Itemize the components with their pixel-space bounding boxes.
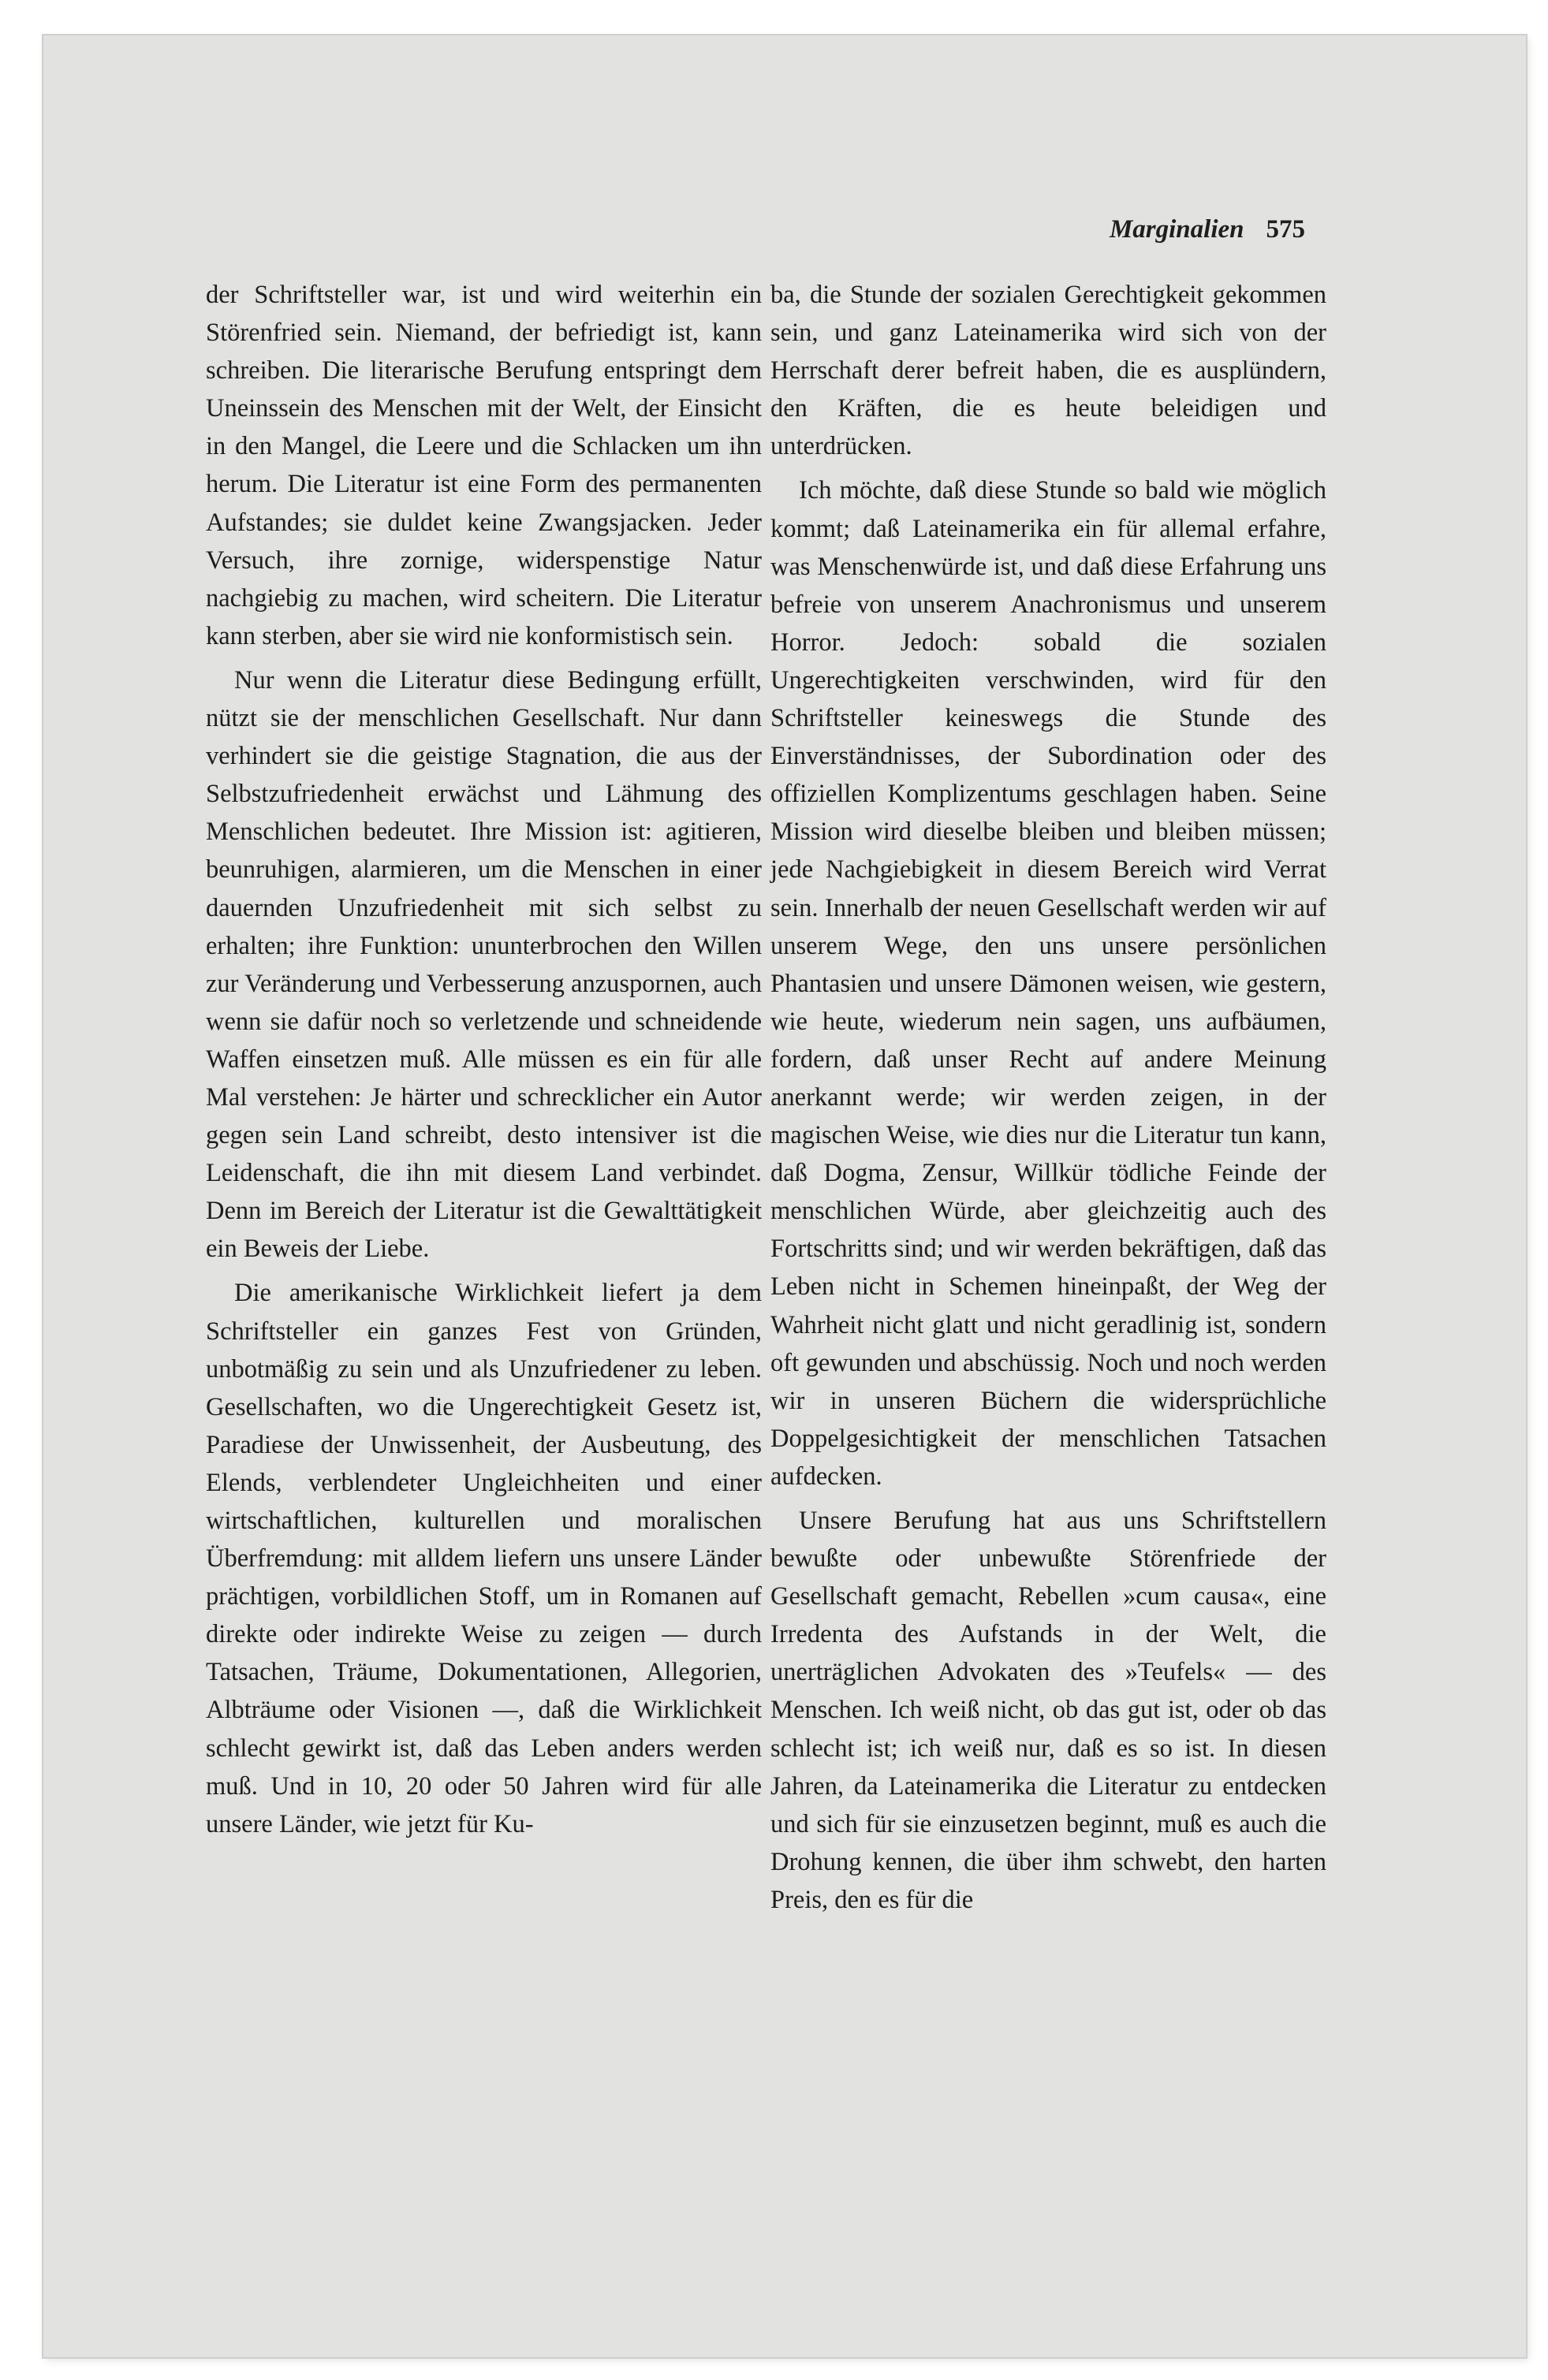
left-text-column: [206, 276, 762, 1849]
running-title: Marginalien: [1109, 215, 1244, 244]
page-header: [43, 215, 1305, 244]
page-number: 575: [1266, 215, 1305, 244]
paragraph: Unsere Berufung hat aus uns Schriftstellern bewußte oder unbewußte Störenfriede der Gesellschaft gemacht, Rebellen »cum causa«, eine Irredenta des Aufstands in der Welt, die unerträglichen Advokaten des »Teufels« — des Menschen. Ich weiß nicht, ob das gut ist, oder ob das schlecht ist; ich weiß nur, daß es so ist. In diesen Jahren, da Lateinamerika die Literatur zu entdecken und sich für sie einzusetzen beginnt, muß es auch die Drohung kennen, die über ihm schwebt, den harten Preis, den es für die: [770, 1507, 1326, 1914]
book-page: [43, 35, 1526, 2357]
paragraph: der Schriftsteller war, ist und wird weiterhin ein Störenfried sein. Niemand, der befriedigt ist, kann schreiben. Die literarische Berufung entspringt dem Uneinssein des Menschen mit der Welt, der Einsicht in den Mangel, die Leere und die Schlacken um ihn herum. Die Literatur ist eine Form des permanenten Aufstandes; sie duldet keine Zwangsjacken. Jeder Versuch, ihre zornige, widerspenstige Natur nachgiebig zu machen, wird scheitern. Die Literatur kann sterben, aber sie wird nie konformistisch sein.: [206, 281, 762, 650]
paragraph: Nur wenn die Literatur diese Bedingung erfüllt, nützt sie der menschlichen Gesellschaft. Nur dann verhindert sie die geistige Stagnation, die aus der Selbstzufriedenheit erwächst und Lähmung des Menschlichen bedeutet. Ihre Mission ist: agitieren, beunruhigen, alarmieren, um die Menschen in einer dauernden Unzufriedenheit mit sich selbst zu erhalten; ihre Funktion: ununterbrochen den Willen zur Veränderung und Verbesserung anzuspornen, auch wenn sie dafür noch so verletzende und schneidende Waffen einsetzen muß. Alle müssen es ein für alle Mal verstehen: Je härter und schrecklicher ein Autor gegen sein Land schreibt, desto intensiver ist die Leidenschaft, die ihn mit diesem Land verbindet. Denn im Bereich der Literatur ist die Gewalttätigkeit ein Beweis der Liebe.: [206, 665, 762, 1264]
right-text-column: [770, 276, 1326, 1925]
paragraph: Ich möchte, daß diese Stunde so bald wie möglich kommt; daß Lateinamerika ein für allemal erfahre, was Menschenwürde ist, und daß diese Erfahrung uns befreie von unserem Anachronismus und unserem Horror. Jedoch: sobald die sozialen Ungerechtigkeiten verschwinden, wird für den Schriftsteller keineswegs die Stunde des Einverständnisses, der Subordination oder des offiziellen Komplizentums geschlagen haben. Seine Mission wird dieselbe bleiben und bleiben müssen; jede Nachgiebigkeit in diesem Bereich wird Verrat sein. Innerhalb der neuen Gesellschaft werden wir auf unserem Wege, den uns unsere persönlichen Phantasien und unsere Dämonen weisen, wie gestern, wie heute, wiederum nein sagen, uns aufbäumen, fordern, daß unser Recht auf andere Meinung anerkannt werde; wir werden zeigen, in der magischen Weise, wie dies nur die Literatur tun kann, daß Dogma, Zensur, Willkür tödliche Feinde der menschlichen Würde, aber gleichzeitig auch des Fortschritts sind; und wir werden bekräftigen, daß das Leben nicht in Schemen hineinpaßt, der Weg der Wahrheit nicht glatt und nicht geradlinig ist, sondern oft gewunden und abschüssig. Noch und noch werden wir in unseren Büchern die widersprüchliche Doppelgesichtigkeit der menschlichen Tatsachen aufdecken.: [770, 476, 1326, 1491]
paragraph: Die amerikanische Wirklichkeit liefert ja dem Schriftsteller ein ganzes Fest von Gründen, unbotmäßig zu sein und als Unzufriedener zu leben. Gesellschaften, wo die Ungerechtigkeit Gesetz ist, Paradiese der Unwissenheit, der Ausbeutung, des Elends, verblendeter Ungleichheiten und einer wirtschaftlichen, kulturellen und moralischen Überfremdung: mit alldem liefern uns unsere Länder prächtigen, vorbildlichen Stoff, um in Romanen auf direkte oder indirekte Weise zu zeigen — durch Tatsachen, Träume, Dokumentationen, Allegorien, Albträume oder Visionen —, daß die Wirklichkeit schlecht gewirkt ist, daß das Leben anders werden muß. Und in 10, 20 oder 50 Jahren wird für alle unsere Länder, wie jetzt für Ku-: [206, 1279, 762, 1838]
paragraph: ba, die Stunde der sozialen Gerechtigkeit gekommen sein, und ganz Lateinamerika wird sich von der Herrschaft derer befreit haben, die es ausplündern, den Kräften, die es heute beleidigen und unterdrücken.: [770, 281, 1326, 461]
